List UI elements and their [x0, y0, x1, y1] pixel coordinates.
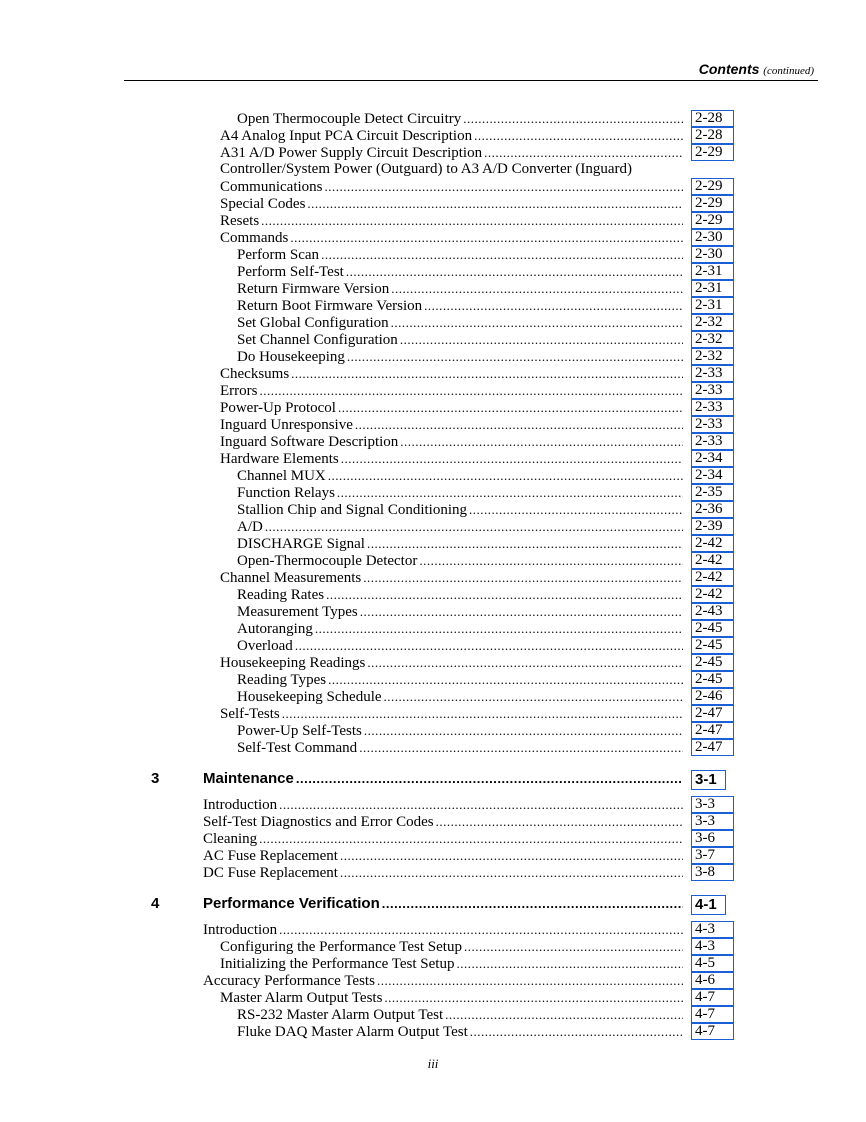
dot-leader: [325, 178, 684, 195]
toc-entry-title: Do Housekeeping: [237, 349, 345, 365]
dot-leader: [484, 144, 683, 161]
toc-entry-title: Perform Scan: [237, 247, 320, 263]
toc-entry[interactable]: [0, 739, 866, 756]
toc-page-link[interactable]: 3-3: [691, 813, 734, 830]
toc-page-link[interactable]: 4-5: [691, 955, 734, 972]
toc-page-link[interactable]: 3-8: [691, 864, 734, 881]
toc-entry[interactable]: [0, 955, 866, 972]
toc-page-link[interactable]: 4-6: [691, 972, 734, 989]
toc-entry[interactable]: [0, 246, 866, 263]
toc-entry-title: AC Fuse Replacement: [203, 848, 338, 864]
toc-page-link[interactable]: 2-30: [691, 229, 734, 246]
toc-page-link[interactable]: 2-32: [691, 348, 734, 365]
toc-entry[interactable]: [0, 688, 866, 705]
toc-page-link[interactable]: 2-28: [691, 127, 734, 144]
dot-leader: [470, 1023, 683, 1040]
toc-entry-title: Channel MUX: [237, 468, 326, 484]
dot-leader: [290, 229, 683, 246]
toc-page-link[interactable]: 2-29: [691, 178, 734, 195]
toc-page-link[interactable]: 2-45: [691, 654, 734, 671]
toc-entry-title: A4 Analog Input PCA Circuit Description: [220, 128, 473, 144]
toc-entry-title: Introduction: [203, 922, 278, 938]
toc-entry-title: Open Thermocouple Detect Circuitry: [237, 111, 462, 127]
dot-leader: [377, 972, 683, 989]
dot-leader: [456, 955, 683, 972]
toc-entry[interactable]: [0, 972, 866, 989]
toc-page-link[interactable]: 2-33: [691, 382, 734, 399]
toc-entry-title: Reading Types: [237, 672, 327, 688]
chapter-number: 3: [151, 770, 160, 787]
toc-page-link[interactable]: 2-32: [691, 331, 734, 348]
toc-page-link[interactable]: 2-45: [691, 637, 734, 654]
toc-entry[interactable]: [0, 938, 866, 955]
toc-page-link[interactable]: 2-42: [691, 586, 734, 603]
toc-page-link[interactable]: 4-7: [691, 1023, 734, 1040]
dot-leader: [400, 433, 683, 450]
header-subtitle: (continued): [763, 65, 814, 77]
dot-leader: [359, 739, 683, 756]
toc-entry-title: A/D: [237, 519, 263, 535]
dot-leader: [260, 382, 684, 399]
toc-entry-title: Errors: [220, 383, 258, 399]
toc-entry[interactable]: [0, 847, 866, 864]
chapter-title: Performance Verification: [203, 895, 380, 912]
toc-entry-title: Return Firmware Version: [237, 281, 390, 297]
dot-leader: [279, 921, 683, 938]
toc-entry-title: Perform Self-Test: [237, 264, 344, 280]
toc-entry-title: Configuring the Performance Test Setup: [220, 939, 462, 955]
dot-leader: [367, 535, 683, 552]
toc-entry[interactable]: [0, 450, 866, 467]
toc-entry[interactable]: [0, 280, 866, 297]
toc-page-link[interactable]: 2-43: [691, 603, 734, 620]
dot-leader: [367, 654, 683, 671]
toc-entry-title: A31 A/D Power Supply Circuit Description: [220, 145, 483, 161]
toc-page-link[interactable]: 2-29: [691, 212, 734, 229]
toc-entry-title: Reading Rates: [237, 587, 325, 603]
toc-entry-title: Function Relays: [237, 485, 335, 501]
dot-leader: [474, 127, 683, 144]
toc-entry-title: Self-Test Command: [237, 740, 358, 756]
dot-leader: [384, 989, 683, 1006]
table-of-contents: [0, 110, 866, 1040]
dot-leader: [328, 467, 683, 484]
toc-entry-title: Introduction: [203, 797, 278, 813]
toc-entry[interactable]: [0, 796, 866, 813]
toc-entry-title: Controller/System Power (Outguard) to A3 A/D Converter (Inguard): [220, 161, 633, 177]
toc-entry[interactable]: [0, 297, 866, 314]
dot-leader: [338, 399, 683, 416]
toc-page-link[interactable]: 3-6: [691, 830, 734, 847]
dot-leader: [464, 938, 683, 955]
toc-page-link[interactable]: 2-33: [691, 399, 734, 416]
toc-entry[interactable]: [0, 314, 866, 331]
dot-leader: [279, 796, 683, 813]
toc-entry-title: Inguard Unresponsive: [220, 417, 353, 433]
toc-entry[interactable]: [0, 331, 866, 348]
toc-entry[interactable]: [0, 722, 866, 739]
dot-leader: [364, 722, 683, 739]
toc-page-link[interactable]: 2-42: [691, 552, 734, 569]
toc-entry-title: Initializing the Performance Test Setup: [220, 956, 455, 972]
toc-entry[interactable]: [0, 229, 866, 246]
toc-entry-title: Set Channel Configuration: [237, 332, 398, 348]
toc-entry[interactable]: [0, 989, 866, 1006]
toc-entry-title: Master Alarm Output Tests: [220, 990, 383, 1006]
dot-leader: [400, 331, 683, 348]
toc-entry-title: DC Fuse Replacement: [203, 865, 338, 881]
toc-page-link[interactable]: 2-29: [691, 144, 734, 161]
dot-leader: [419, 552, 683, 569]
toc-page-link[interactable]: 4-3: [691, 938, 734, 955]
spacer: [0, 881, 866, 891]
toc-entry[interactable]: [0, 467, 866, 484]
toc-entry[interactable]: [0, 921, 866, 938]
dot-leader: [326, 586, 683, 603]
toc-entry[interactable]: [0, 178, 866, 195]
toc-entry[interactable]: [0, 365, 866, 382]
toc-entry[interactable]: [0, 110, 866, 127]
toc-entry[interactable]: [0, 127, 866, 144]
page-header: [699, 61, 814, 77]
toc-entry-title: Resets: [220, 213, 260, 229]
toc-entry[interactable]: [0, 535, 866, 552]
toc-page-link[interactable]: 2-47: [691, 722, 734, 739]
dot-leader: [296, 766, 683, 792]
toc-entry[interactable]: [0, 637, 866, 654]
toc-entry[interactable]: [0, 569, 866, 586]
toc-page-link[interactable]: 2-45: [691, 620, 734, 637]
dot-leader: [347, 348, 683, 365]
toc-entry-title: Checksums: [220, 366, 290, 382]
toc-page-link[interactable]: 2-42: [691, 535, 734, 552]
dot-leader: [282, 705, 683, 722]
toc-entry[interactable]: [0, 195, 866, 212]
toc-entry[interactable]: [0, 518, 866, 535]
dot-leader: [315, 620, 683, 637]
toc-entry[interactable]: [0, 864, 866, 881]
toc-entry-title: Return Boot Firmware Version: [237, 298, 423, 314]
dot-leader: [363, 569, 683, 586]
toc-page-link[interactable]: 4-3: [691, 921, 734, 938]
toc-entry[interactable]: [0, 484, 866, 501]
dot-leader: [328, 671, 683, 688]
toc-entry[interactable]: [0, 433, 866, 450]
chapter-heading[interactable]: [0, 891, 866, 917]
toc-entry-title: Inguard Software Description: [220, 434, 399, 450]
toc-page-link[interactable]: 2-47: [691, 739, 734, 756]
toc-entry[interactable]: [0, 705, 866, 722]
toc-entry[interactable]: [0, 620, 866, 637]
toc-entry-title: Accuracy Performance Tests: [203, 973, 375, 989]
toc-entry-title: Overload: [237, 638, 293, 654]
dot-leader: [307, 195, 683, 212]
dot-leader: [391, 314, 683, 331]
toc-page-link[interactable]: 4-7: [691, 989, 734, 1006]
toc-page-link[interactable]: 2-28: [691, 110, 734, 127]
chapter-number: 4: [151, 895, 160, 912]
dot-leader: [265, 518, 683, 535]
toc-entry[interactable]: [0, 603, 866, 620]
toc-entry-title: DISCHARGE Signal: [237, 536, 365, 552]
toc-entry-title: Self-Test Diagnostics and Error Codes: [203, 814, 434, 830]
toc-entry-title: Commands: [220, 230, 289, 246]
chapter-page-link[interactable]: 4-1: [691, 895, 726, 915]
toc-entry[interactable]: [0, 161, 866, 178]
toc-entry-title: Stallion Chip and Signal Conditioning: [237, 502, 468, 518]
dot-leader: [337, 484, 683, 501]
dot-leader: [469, 501, 683, 518]
dot-leader: [340, 864, 683, 881]
toc-page-link[interactable]: 2-46: [691, 688, 734, 705]
toc-entry[interactable]: [0, 348, 866, 365]
dot-leader: [341, 450, 683, 467]
toc-entry[interactable]: [0, 1023, 866, 1040]
dot-leader: [355, 416, 683, 433]
toc-page-link[interactable]: 2-32: [691, 314, 734, 331]
toc-entry-title: Open-Thermocouple Detector: [237, 553, 418, 569]
dot-leader: [340, 847, 683, 864]
toc-page-link[interactable]: 2-31: [691, 297, 734, 314]
spacer: [0, 756, 866, 766]
toc-page-link[interactable]: 2-35: [691, 484, 734, 501]
page-number: iii: [427, 1056, 439, 1071]
dot-leader: [291, 365, 683, 382]
toc-page-link[interactable]: 2-36: [691, 501, 734, 518]
toc-entry-title: Channel Measurements: [220, 570, 362, 586]
toc-entry[interactable]: [0, 586, 866, 603]
toc-page-link[interactable]: 3-3: [691, 796, 734, 813]
toc-entry-title: Hardware Elements: [220, 451, 339, 467]
toc-entry-title: Self-Tests: [220, 706, 280, 722]
toc-page-link[interactable]: 2-30: [691, 246, 734, 263]
toc-entry-title: Housekeeping Readings: [220, 655, 366, 671]
toc-page-link[interactable]: 2-31: [691, 280, 734, 297]
toc-entry[interactable]: [0, 1006, 866, 1023]
toc-page-link[interactable]: 2-33: [691, 365, 734, 382]
toc-entry[interactable]: [0, 416, 866, 433]
toc-entry[interactable]: [0, 830, 866, 847]
dot-leader: [384, 688, 683, 705]
toc-entry-title: Special Codes: [220, 196, 306, 212]
toc-page-link[interactable]: 3-7: [691, 847, 734, 864]
toc-page-link[interactable]: 2-45: [691, 671, 734, 688]
toc-page-link[interactable]: 2-47: [691, 705, 734, 722]
dot-leader: [436, 813, 683, 830]
toc-entry[interactable]: [0, 212, 866, 229]
dot-leader: [445, 1006, 683, 1023]
chapter-title: Maintenance: [203, 770, 294, 787]
toc-entry[interactable]: [0, 399, 866, 416]
chapter-heading[interactable]: [0, 766, 866, 792]
toc-page-link[interactable]: 2-33: [691, 416, 734, 433]
header-title: Contents: [698, 61, 760, 77]
toc-page-link[interactable]: 2-34: [691, 467, 734, 484]
toc-entry[interactable]: [0, 813, 866, 830]
dot-leader: [391, 280, 683, 297]
dot-leader: [321, 246, 683, 263]
toc-page-link[interactable]: 2-29: [691, 195, 734, 212]
toc-entry-title: Autoranging: [237, 621, 313, 637]
toc-entry-title: Fluke DAQ Master Alarm Output Test: [237, 1024, 468, 1040]
dot-leader: [346, 263, 683, 280]
dot-leader: [295, 637, 683, 654]
toc-entry-title: Communications: [220, 179, 323, 195]
toc-entry-title: Measurement Types: [237, 604, 358, 620]
toc-page-link[interactable]: 2-42: [691, 569, 734, 586]
header-divider: [124, 80, 818, 81]
toc-page-link[interactable]: 2-39: [691, 518, 734, 535]
toc-page-link[interactable]: 2-33: [691, 433, 734, 450]
dot-leader: [259, 830, 683, 847]
toc-entry-title: Power-Up Self-Tests: [237, 723, 362, 739]
toc-entry[interactable]: [0, 144, 866, 161]
toc-entry[interactable]: [0, 654, 866, 671]
toc-entry-title: Housekeeping Schedule: [237, 689, 382, 705]
toc-page-link[interactable]: 2-31: [691, 263, 734, 280]
dot-leader: [360, 603, 683, 620]
toc-page-link[interactable]: 2-34: [691, 450, 734, 467]
dot-leader: [382, 891, 683, 917]
chapter-page-link[interactable]: 3-1: [691, 770, 726, 790]
toc-entry[interactable]: [0, 671, 866, 688]
toc-entry-title: Power-Up Protocol: [220, 400, 336, 416]
toc-entry[interactable]: [0, 552, 866, 569]
toc-entry-title: Set Global Configuration: [237, 315, 389, 331]
dot-leader: [261, 212, 683, 229]
toc-entry[interactable]: [0, 501, 866, 518]
toc-page-link[interactable]: 4-7: [691, 1006, 734, 1023]
toc-entry[interactable]: [0, 382, 866, 399]
dot-leader: [424, 297, 683, 314]
dot-leader: [463, 110, 683, 127]
toc-entry-title: Cleaning: [203, 831, 258, 847]
toc-entry[interactable]: [0, 263, 866, 280]
toc-entry-title: RS-232 Master Alarm Output Test: [237, 1007, 444, 1023]
